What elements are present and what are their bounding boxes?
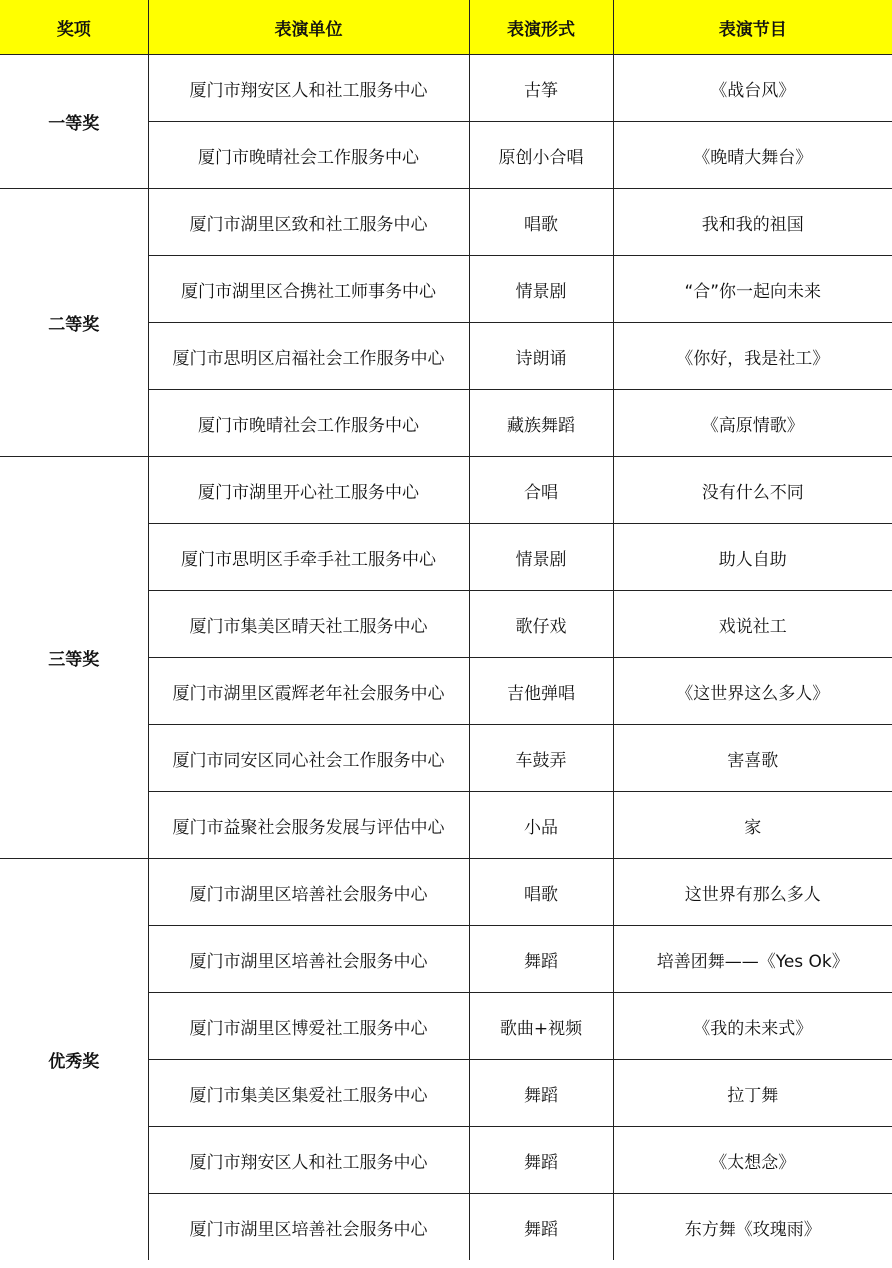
table-body [0, 55, 892, 1261]
program-cell: 东方舞《玫瑰雨》 [613, 1194, 892, 1261]
unit-cell: 厦门市集美区集爱社工服务中心 [148, 1060, 469, 1127]
header-award: 奖项 [0, 0, 148, 55]
program-cell: 我和我的祖国 [613, 189, 892, 256]
form-cell: 舞蹈 [469, 926, 613, 993]
program-cell: 家 [613, 792, 892, 859]
header-form: 表演形式 [469, 0, 613, 55]
header-unit: 表演单位 [148, 0, 469, 55]
program-cell: 《我的未来式》 [613, 993, 892, 1060]
unit-cell: 厦门市益聚社会服务发展与评估中心 [148, 792, 469, 859]
form-cell: 车鼓弄 [469, 725, 613, 792]
form-cell: 小品 [469, 792, 613, 859]
table-row [0, 55, 892, 122]
form-cell: 唱歌 [469, 859, 613, 926]
award-cell: 二等奖 [0, 189, 148, 457]
unit-cell: 厦门市集美区晴天社工服务中心 [148, 591, 469, 658]
program-cell: 《战台风》 [613, 55, 892, 122]
form-cell: 诗朗诵 [469, 323, 613, 390]
program-cell: 《晚晴大舞台》 [613, 122, 892, 189]
form-cell: 原创小合唱 [469, 122, 613, 189]
form-cell: 情景剧 [469, 524, 613, 591]
form-cell: 情景剧 [469, 256, 613, 323]
form-cell: 舞蹈 [469, 1060, 613, 1127]
form-cell: 歌曲+视频 [469, 993, 613, 1060]
unit-cell: 厦门市湖里区合携社工师事务中心 [148, 256, 469, 323]
program-cell: 这世界有那么多人 [613, 859, 892, 926]
unit-cell: 厦门市晚晴社会工作服务中心 [148, 390, 469, 457]
program-cell: 拉丁舞 [613, 1060, 892, 1127]
table-row [0, 189, 892, 256]
unit-cell: 厦门市同安区同心社会工作服务中心 [148, 725, 469, 792]
unit-cell: 厦门市湖里区培善社会服务中心 [148, 859, 469, 926]
unit-cell: 厦门市湖里区博爱社工服务中心 [148, 993, 469, 1060]
program-cell: 培善团舞——《Yes Ok》 [613, 926, 892, 993]
program-cell: 助人自助 [613, 524, 892, 591]
award-cell: 三等奖 [0, 457, 148, 859]
unit-cell: 厦门市晚晴社会工作服务中心 [148, 122, 469, 189]
unit-cell: 厦门市思明区手牵手社工服务中心 [148, 524, 469, 591]
header-program: 表演节目 [613, 0, 892, 55]
program-cell: 《太想念》 [613, 1127, 892, 1194]
table-row [0, 859, 892, 926]
program-cell: 《这世界这么多人》 [613, 658, 892, 725]
program-cell: “合”你一起向未来 [613, 256, 892, 323]
unit-cell: 厦门市思明区启福社会工作服务中心 [148, 323, 469, 390]
form-cell: 歌仔戏 [469, 591, 613, 658]
award-cell: 一等奖 [0, 55, 148, 189]
form-cell: 吉他弹唱 [469, 658, 613, 725]
unit-cell: 厦门市湖里区霞辉老年社会服务中心 [148, 658, 469, 725]
unit-cell: 厦门市湖里开心社工服务中心 [148, 457, 469, 524]
form-cell: 舞蹈 [469, 1194, 613, 1261]
form-cell: 合唱 [469, 457, 613, 524]
program-cell: 《高原情歌》 [613, 390, 892, 457]
table-row [0, 457, 892, 524]
unit-cell: 厦门市翔安区人和社工服务中心 [148, 1127, 469, 1194]
header-row [0, 0, 892, 55]
program-cell: 没有什么不同 [613, 457, 892, 524]
program-cell: 《你好，我是社工》 [613, 323, 892, 390]
table-header [0, 0, 892, 55]
form-cell: 藏族舞蹈 [469, 390, 613, 457]
program-cell: 戏说社工 [613, 591, 892, 658]
unit-cell: 厦门市湖里区致和社工服务中心 [148, 189, 469, 256]
form-cell: 唱歌 [469, 189, 613, 256]
unit-cell: 厦门市湖里区培善社会服务中心 [148, 926, 469, 993]
award-cell: 优秀奖 [0, 859, 148, 1261]
form-cell: 古筝 [469, 55, 613, 122]
form-cell: 舞蹈 [469, 1127, 613, 1194]
program-cell: 害喜歌 [613, 725, 892, 792]
unit-cell: 厦门市湖里区培善社会服务中心 [148, 1194, 469, 1261]
unit-cell: 厦门市翔安区人和社工服务中心 [148, 55, 469, 122]
